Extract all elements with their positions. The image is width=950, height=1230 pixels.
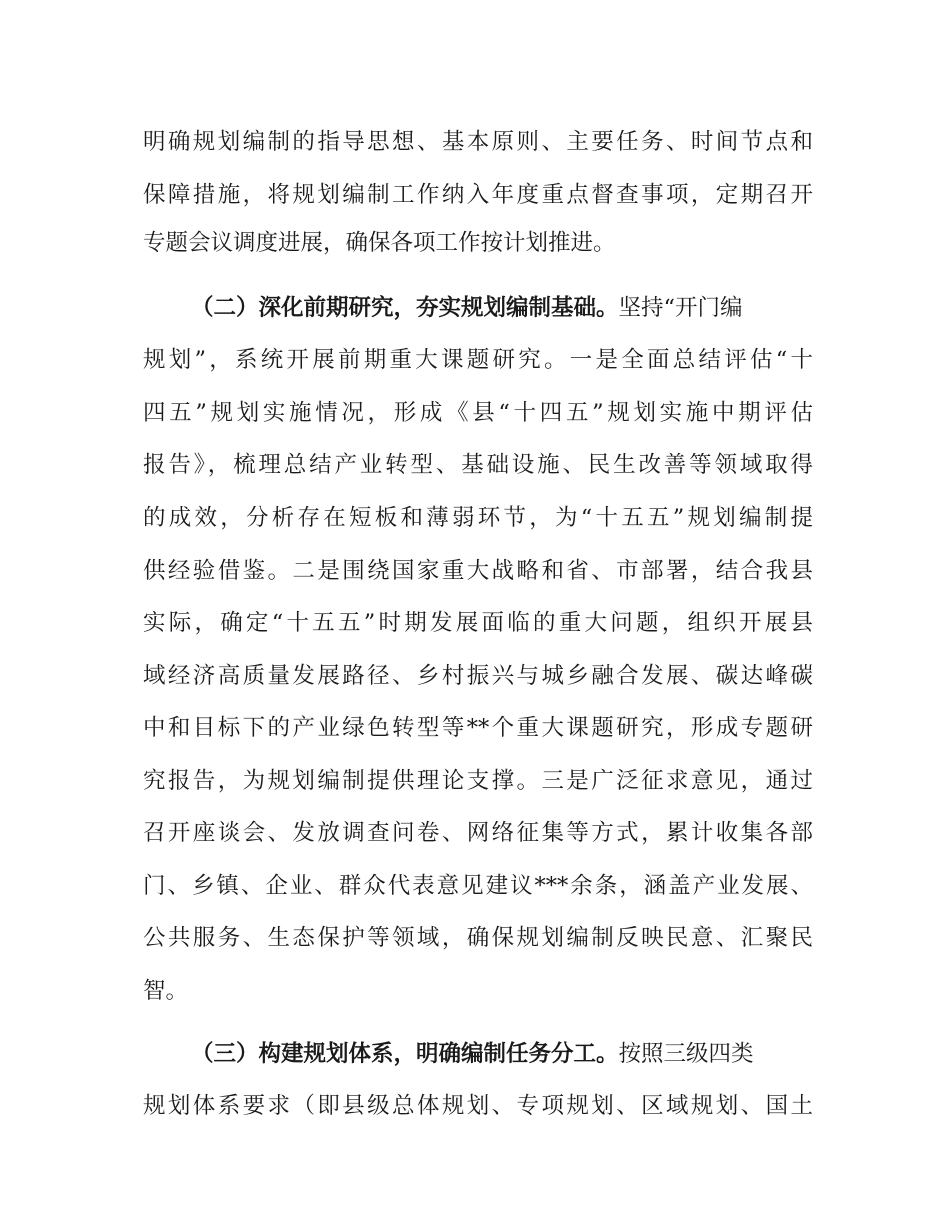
section-3-heading: （三）构建规划体系，明确编制任务分工。 bbox=[191, 1041, 619, 1067]
section-2-line-8: 中和目标下的产业绿色转型等**个重大课题研究，形成专题研 bbox=[143, 715, 813, 741]
section-3-line-1: 规划体系要求（即县级总体规划、专项规划、区域规划、国土 bbox=[143, 1093, 813, 1119]
section-2-line-7: 域经济高质量发展路径、乡村振兴与城乡融合发展、碳达峰碳 bbox=[143, 663, 813, 689]
section-2-line-11: 门、乡镇、企业、群众代表意见建议***余条，涵盖产业发展、 bbox=[143, 873, 813, 899]
section-2-line-2: 四五”规划实施情况，形成《县“十四五”规划实施中期评估 bbox=[143, 400, 813, 426]
paragraph-1-line-3: 专题会议调度进展，确保各项工作按计划推进。 bbox=[143, 230, 616, 256]
section-2-heading: （二）深化前期研究，夯实规划编制基础。 bbox=[191, 295, 619, 321]
section-2-line-1: 规划”，系统开展前期重大课题研究。一是全面总结评估“十 bbox=[143, 347, 813, 373]
section-2-line-6: 实际，确定“十五五”时期发展面临的重大问题，组织开展县 bbox=[143, 610, 813, 636]
section-2-line-3: 报告》，梳理总结产业转型、基础设施、民生改善等领域取得 bbox=[143, 452, 813, 478]
section-2-line-5: 供经验借鉴。二是围绕国家重大战略和省、市部署，结合我县 bbox=[143, 558, 813, 584]
paragraph-1-line-1: 明确规划编制的指导思想、基本原则、主要任务、时间节点和 bbox=[143, 129, 813, 155]
section-2-first-line bbox=[191, 293, 813, 323]
paragraph-1-line-2: 保障措施，将规划编制工作纳入年度重点督查事项，定期召开 bbox=[143, 182, 813, 208]
section-2-line-4: 的成效，分析存在短板和薄弱环节，为“十五五”规划编制提 bbox=[143, 505, 813, 531]
section-3-first-line-text: 按照三级四类 bbox=[618, 1041, 754, 1067]
section-2-line-9: 究报告，为规划编制提供理论支撑。三是广泛征求意见，通过 bbox=[143, 768, 813, 794]
section-2-line-13: 智。 bbox=[143, 978, 189, 1004]
section-2-first-line-text: 坚持“开门编 bbox=[618, 295, 743, 321]
section-2-line-12: 公共服务、生态保护等领域，确保规划编制反映民意、汇聚民 bbox=[143, 925, 813, 951]
section-2-line-10: 召开座谈会、发放调查问卷、网络征集等方式，累计收集各部 bbox=[143, 820, 813, 846]
section-3-first-line bbox=[191, 1039, 813, 1069]
